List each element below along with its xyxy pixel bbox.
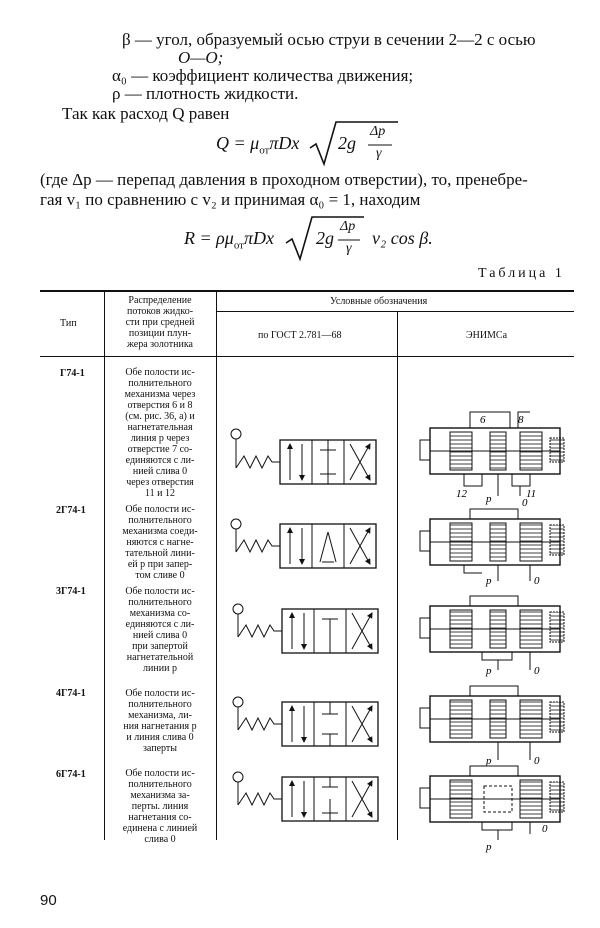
desc-line: линии p: [143, 663, 177, 674]
enims-label-11: 11: [526, 488, 537, 500]
header-line: Распределение: [128, 295, 192, 306]
header-line: потоков жидко-: [126, 306, 194, 317]
table-caption: Таблица 1: [478, 266, 565, 281]
enims-label-o: 0: [534, 575, 540, 587]
row-type-3: 3Г74-1: [56, 586, 86, 597]
desc-line: единена с линией: [122, 823, 198, 834]
row-desc-3: [108, 586, 212, 674]
formula1-coef: 2g: [338, 133, 356, 153]
desc-line: ей p при запер-: [127, 559, 193, 570]
row-type-5: 6Г74-1: [56, 769, 86, 780]
def-beta: [122, 30, 536, 50]
col-divider-2: [216, 290, 217, 840]
page-number: 90: [40, 892, 57, 909]
enims-symbol-4: [420, 686, 564, 760]
gost-symbol-5: [233, 772, 378, 821]
def-symbol: β: [122, 30, 131, 49]
enims-symbol-2: [420, 509, 564, 581]
enims-label-12: 12: [456, 488, 467, 500]
header-distribution: [106, 295, 214, 350]
header-symbols: Условные обозначения: [330, 296, 428, 307]
gost-symbol-2: [231, 519, 376, 568]
gost-symbols: [222, 372, 394, 837]
paragraph-line-2: гая v₁ по сравнению с v₂ и принимая α₀ = 1, находим: [40, 190, 421, 209]
desc-line: Обе полости ис-: [125, 768, 195, 779]
desc-line: полнительного: [128, 515, 192, 526]
header-line: жера золотника: [127, 339, 193, 350]
desc-line: единяются с ли-: [125, 455, 195, 466]
header-line: сти при средней: [125, 317, 195, 328]
enims-label-p: p: [486, 755, 492, 767]
enims-label-p: p: [486, 841, 492, 853]
desc-line: механизма соеди-: [122, 526, 198, 537]
desc-line: тательной лини-: [125, 548, 195, 559]
header-line: позиции плун-: [128, 328, 192, 339]
formula2-tail: v₂ cos β.: [372, 228, 433, 248]
enims-label-p: p: [486, 665, 492, 677]
desc-line: механизма, ли-: [128, 710, 192, 721]
desc-line: механизма со-: [129, 608, 191, 619]
desc-line: полнительного: [128, 378, 192, 389]
desc-line: нией слива 0: [132, 630, 188, 641]
enims-symbol-1: [420, 412, 564, 496]
desc-line: линия p через: [130, 433, 190, 444]
formula-r: [184, 228, 274, 252]
def-beta-cont: O—O;: [178, 48, 224, 67]
formula1-num: Δp: [370, 124, 386, 139]
formula-q: [216, 133, 299, 157]
def-alpha: [112, 66, 413, 86]
desc-line: перты. линия: [131, 801, 189, 812]
col-divider-1: [104, 290, 105, 840]
row-desc-5: [108, 768, 212, 845]
def-text: — угол, образуемый осью струи в сечении 2—2 с осью: [134, 30, 536, 49]
formula-rhs: πDx: [269, 133, 300, 153]
desc-line: 11 и 12: [145, 488, 175, 499]
desc-line: нагнетательной: [126, 652, 194, 663]
formula-lhs: R = ρμ: [184, 228, 234, 248]
table-top-rule: [40, 290, 574, 292]
desc-line: няются с нагне-: [126, 537, 194, 548]
formula1-den: γ: [376, 146, 382, 161]
desc-line: Обе полости ис-: [125, 367, 195, 378]
row-type-4: 4Г74-1: [56, 688, 86, 699]
desc-line: полнительного: [128, 699, 192, 710]
row-desc-1: [108, 367, 212, 499]
desc-line: механизма за-: [130, 790, 190, 801]
enims-label-o: 0: [534, 755, 540, 767]
desc-line: ния нагнетания p: [123, 721, 197, 732]
def-text: — плотность жидкости.: [124, 84, 299, 103]
desc-line: единяются с ли-: [125, 619, 195, 630]
enims-label-p: p: [486, 575, 492, 587]
desc-line: (см. рис. 36, а) и: [125, 411, 195, 422]
formula-sub: от: [233, 239, 244, 252]
row-type-1: Г74-1: [60, 368, 85, 379]
desc-line: нагнетательная: [127, 422, 193, 433]
desc-line: при запертой: [132, 641, 188, 652]
paragraph-line-1: (где Δp — перепад давления в проходном отверстии), то, пренебре-: [40, 170, 528, 189]
row-type-2: 2Г74-1: [56, 505, 86, 516]
def-rho: [112, 84, 298, 104]
gost-symbol-4: [233, 697, 378, 746]
desc-line: полнительного: [128, 597, 192, 608]
desc-line: механизма через: [124, 389, 196, 400]
desc-line: отверстия 6 и 8: [127, 400, 193, 411]
col-divider-3: [397, 311, 398, 840]
enims-label-o: 0: [534, 665, 540, 677]
formula-rhs: πDx: [244, 228, 275, 248]
desc-line: нагнетания со-: [128, 812, 192, 823]
gost-symbol-3: [233, 604, 378, 653]
def-symbol: α₀: [112, 66, 127, 85]
desc-line: нией слива 0: [132, 466, 188, 477]
enims-symbols: [402, 372, 572, 853]
desc-line: через отверстия: [126, 477, 194, 488]
header-type: Тип: [60, 318, 77, 329]
table-sub-rule: [216, 311, 574, 312]
desc-line: Обе полости ис-: [125, 688, 195, 699]
desc-line: слива 0: [144, 834, 176, 845]
formula2-den: γ: [346, 241, 352, 256]
header-gost: по ГОСТ 2.781—68: [258, 330, 342, 341]
gost-symbol-1: [231, 429, 376, 484]
enims-label-o: 0: [522, 497, 528, 509]
enims-label-6: 6: [480, 414, 486, 426]
def-text: — коэффициент количества движения;: [131, 66, 414, 85]
enims-label-p: p: [486, 493, 492, 505]
formula-lhs: Q = μ: [216, 133, 260, 153]
table-header-rule: [40, 356, 574, 357]
formula-sub: от: [259, 144, 270, 157]
desc-line: том сливе 0: [135, 570, 185, 581]
desc-line: полнительного: [128, 779, 192, 790]
row-desc-4: [108, 688, 212, 754]
intro-text: Так как расход Q равен: [62, 104, 230, 123]
desc-line: заперты: [142, 743, 177, 754]
formula2-coef: 2g: [316, 228, 334, 248]
def-symbol: ρ: [112, 84, 121, 103]
desc-line: и линия слива 0: [126, 732, 194, 743]
formula2-num: Δp: [340, 219, 356, 234]
enims-symbol-3: [420, 596, 564, 670]
row-desc-2: [108, 504, 212, 581]
enims-label-o: 0: [542, 823, 548, 835]
header-enims: ЭНИМСа: [466, 330, 508, 341]
desc-line: Обе полости ис-: [125, 504, 195, 515]
desc-line: Обе полости ис-: [125, 586, 195, 597]
desc-line: отверстие 7 со-: [127, 444, 193, 455]
enims-label-8: 8: [518, 414, 524, 426]
